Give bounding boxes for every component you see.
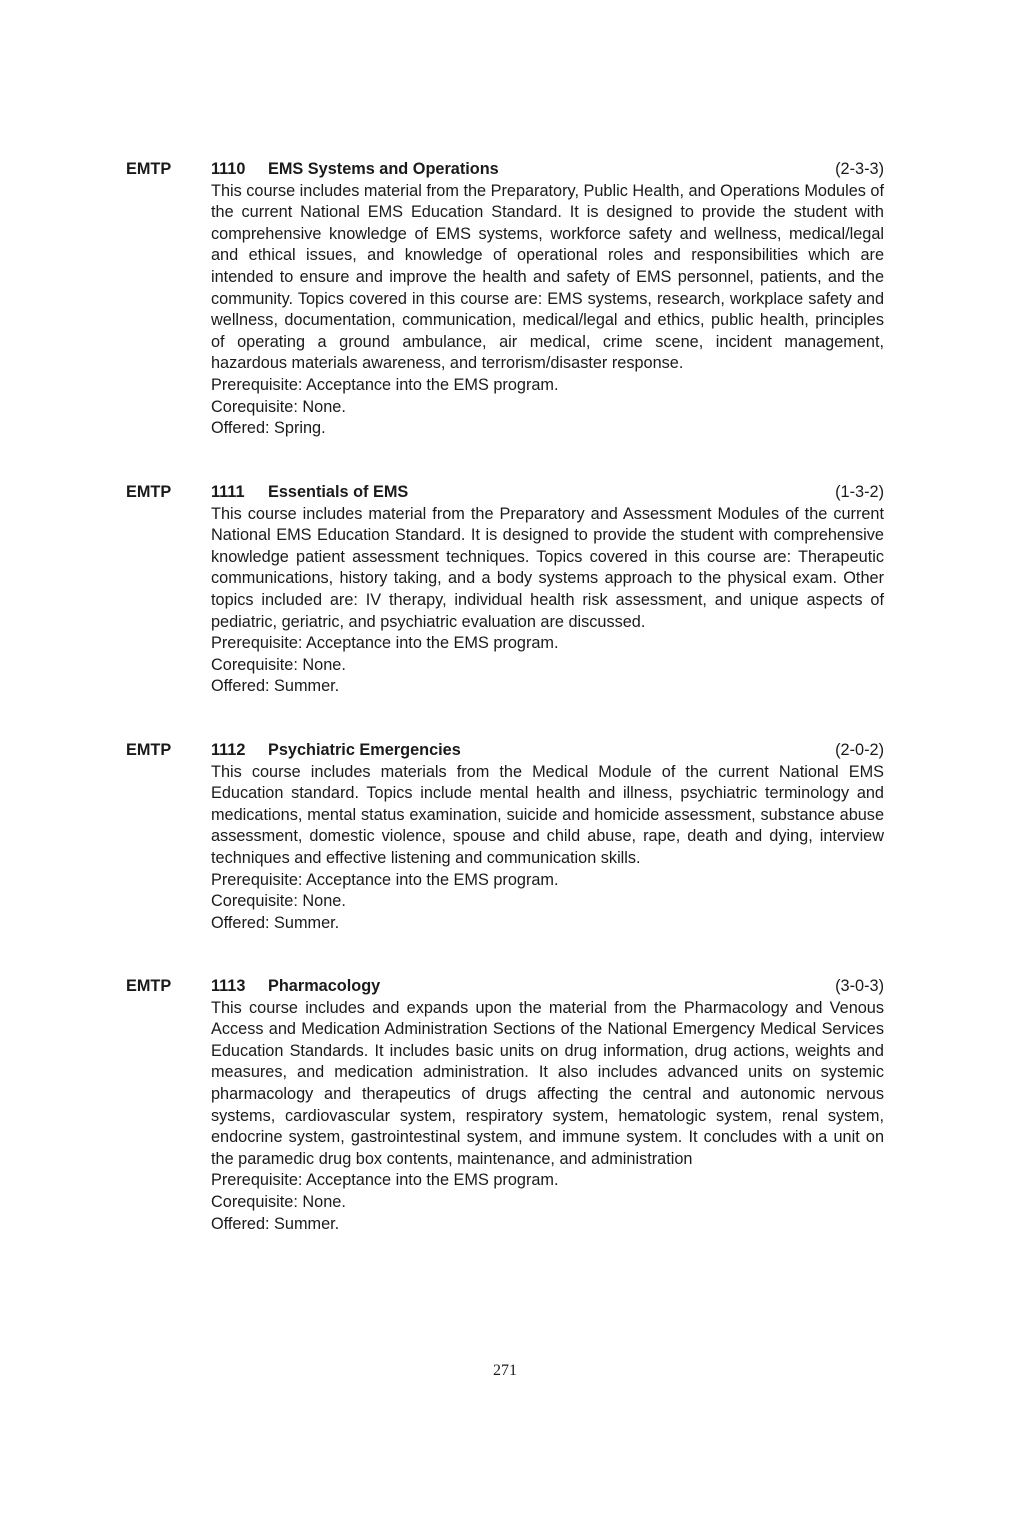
course-number: 1113: [211, 977, 246, 995]
course-prerequisite: Prerequisite: Acceptance into the EMS program.: [211, 375, 559, 394]
course-body: [211, 998, 884, 1236]
course-entry-emtp-1110: [126, 159, 884, 440]
course-hours: (3-0-3): [835, 977, 884, 995]
course-description: This course includes materials from the Medical Module of the current National EMS Education standard. Topics include mental health and illness, psychiatric terminology and medications, mental status examination, suicide and homicide assessment, substance abuse assessment, domestic violence, spouse and child abuse, rape, death and dying, interview techniques and effective listening and communication skills.: [211, 762, 884, 867]
course-hours: (1-3-2): [835, 483, 884, 501]
course-corequisite: Corequisite: None.: [211, 1192, 346, 1211]
course-title: Essentials of EMS: [268, 483, 409, 501]
course-description: This course includes and expands upon the material from the Pharmacology and Venous Access and Medication Administration Sections of the National Emergency Medical Services Education Standards. It includes basic units on drug information, drug actions, weights and measures, and medication administration. It also includes advanced units on systemic pharmacology and therapeutics of drugs affecting the central and autonomic nervous systems, cardiovascular system, respiratory system, hematologic system, renal system, endocrine system, gastrointestinal system, and immune system. It concludes with a unit on the paramedic drug box contents, maintenance, and administration: [211, 998, 884, 1168]
course-body: [211, 181, 884, 440]
course-prerequisite: Prerequisite: Acceptance into the EMS program.: [211, 870, 559, 889]
course-corequisite: Corequisite: None.: [211, 655, 346, 674]
course-hours: (2-3-3): [835, 160, 884, 178]
course-corequisite: Corequisite: None.: [211, 892, 346, 911]
course-offered: Offered: Summer.: [211, 913, 340, 932]
course-number: 1110: [211, 160, 246, 178]
course-offered: Offered: Summer.: [211, 677, 340, 696]
course-hours: (2-0-2): [835, 741, 884, 759]
course-corequisite: Corequisite: None.: [211, 397, 346, 416]
course-dept: EMTP: [126, 160, 172, 178]
course-number: 1111: [211, 483, 245, 501]
course-number: 1112: [211, 741, 246, 759]
course-dept: EMTP: [126, 977, 172, 995]
course-offered: Offered: Spring.: [211, 419, 326, 438]
course-entry-emtp-1112: [126, 740, 884, 934]
page-number: 271: [493, 1362, 517, 1379]
course-header: [126, 976, 884, 998]
course-offered: Offered: Summer.: [211, 1214, 340, 1233]
course-header: [126, 482, 884, 504]
course-header: [126, 159, 884, 181]
course-title: Psychiatric Emergencies: [268, 741, 461, 759]
course-entry-emtp-1111: [126, 482, 884, 698]
course-entry-emtp-1113: [126, 976, 884, 1235]
course-prerequisite: Prerequisite: Acceptance into the EMS program.: [211, 634, 559, 653]
course-prerequisite: Prerequisite: Acceptance into the EMS program.: [211, 1171, 559, 1190]
course-dept: EMTP: [126, 741, 172, 759]
course-title: EMS Systems and Operations: [268, 160, 499, 178]
course-description: This course includes material from the Preparatory and Assessment Modules of the current National EMS Education Standard. It is designed to provide the student with comprehensive knowledge patient assessment techniques. Topics covered in this course are: Therapeutic communications, history taking, and a body systems approach to the physical exam. Other topics included are: IV therapy, individual health risk assessment, and unique aspects of pediatric, geriatric, and psychiatric evaluation are discussed.: [211, 504, 884, 631]
course-dept: EMTP: [126, 483, 172, 501]
course-body: [211, 762, 884, 935]
course-title: Pharmacology: [268, 977, 381, 995]
course-body: [211, 504, 884, 698]
course-header: [126, 740, 884, 762]
course-description: This course includes material from the Preparatory, Public Health, and Operations Modules of the current National EMS Education Standard. It is designed to provide the student with comprehensive knowledge of EMS systems, workforce safety and wellness, medical/legal and ethical issues, and knowledge of operational roles and responsibilities which are intended to ensure and improve the health and safety of EMS personnel, patients, and the community. Topics covered in this course are: EMS systems, research, workplace safety and wellness, documentation, communication, medical/legal and ethics, public health, principles of operating a ground ambulance, air medical, crime scene, incident management, hazardous materials awareness, and terrorism/disaster response.: [211, 181, 884, 373]
